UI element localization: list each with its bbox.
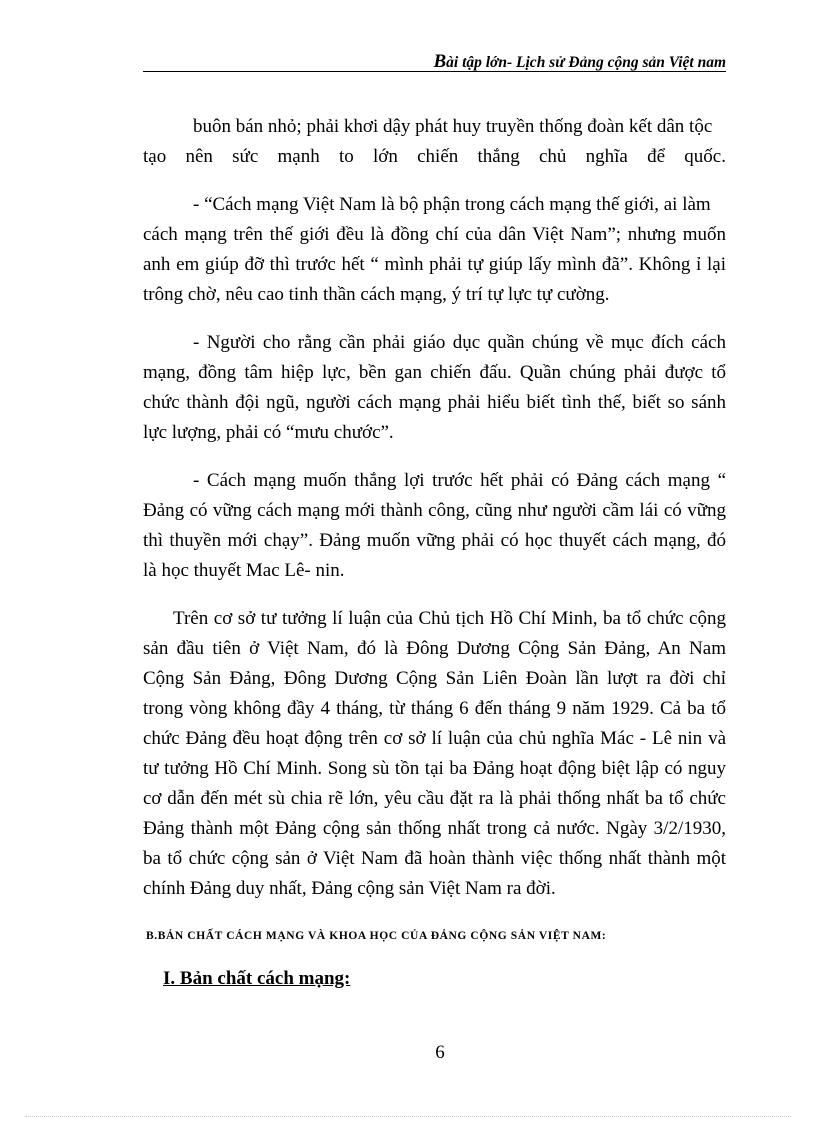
body-line: ba tổ chức cộng sản ở Việt Nam đã hoàn thành việc thống nhất thành một bbox=[143, 848, 726, 869]
body-line: sản đầu tiên ở Việt Nam, đó là Đông Dương Cộng Sản Đảng, An Nam bbox=[143, 638, 726, 659]
body-line: Đảng thành một Đảng cộng sản thống nhất trong cả nước. Ngày 3/2/1930, bbox=[143, 818, 726, 839]
body-line: anh em giúp đỡ thì trước hết “ mình phải tự giúp lấy mình đã”. Không ỉ lại bbox=[143, 254, 726, 275]
header-title-initial: B bbox=[433, 51, 447, 72]
body-line: thì thuyền mới chạy”. Đảng muốn vững phải có học thuyết cách mạng, đó bbox=[143, 530, 726, 551]
body-line: buôn bán nhỏ; phải khơi dậy phát huy truyền thống đoàn kết dân tộc bbox=[193, 116, 713, 137]
body-line: trông chờ, nêu cao tinh thần cách mạng, ý trí tự lực tự cường. bbox=[143, 284, 610, 305]
body-line: chức thành đội ngũ, người cách mạng phải hiểu biết tình thế, biết so sánh bbox=[143, 392, 726, 413]
page-number: 6 bbox=[435, 1042, 445, 1063]
body-line: Đảng có vững cách mạng mới thành công, cũng như người cầm lái có vững bbox=[143, 500, 726, 521]
body-line: cơ dẫn đến mét sù chia rẽ lớn, yêu cầu đặt ra là phải thống nhất ba tổ chức bbox=[143, 788, 726, 809]
body-line: chức Đảng đều hoạt động trên cơ sở lí luận của chủ nghĩa Mác - Lê nin và bbox=[143, 728, 726, 749]
bottom-divider bbox=[25, 1116, 791, 1117]
body-line: - “Cách mạng Việt Nam là bộ phận trong cách mạng thế giới, ai làm bbox=[193, 194, 711, 215]
subsection-heading: I. Bản chất cách mạng: bbox=[163, 968, 351, 989]
body-line: lực lượng, phải có “mưu chước”. bbox=[143, 422, 394, 443]
header-title-rest: ài tập lớn- Lịch sử Đảng cộng sản Việt nam bbox=[446, 54, 726, 71]
section-b-heading: B.BẢN CHẤT CÁCH MẠNG VÀ KHOA HỌC CỦA ĐẢNG CỘNG SẢN VIỆT NAM: bbox=[146, 930, 607, 942]
body-line: tư tưởng Hồ Chí Minh. Song sù tồn tại ba Đảng hoạt động biệt lập có nguy bbox=[143, 758, 726, 779]
body-line: trong vòng không đầy 4 tháng, từ tháng 6 đến tháng 9 năm 1929. Cả ba tổ bbox=[143, 698, 726, 719]
header-title bbox=[433, 51, 726, 73]
body-line: tạo nên sức mạnh to lớn chiến thắng chủ nghĩa để quốc. bbox=[143, 146, 726, 167]
body-line: là học thuyết Mac Lê- nin. bbox=[143, 560, 345, 581]
body-line: chính Đảng duy nhất, Đảng cộng sản Việt Nam ra đời. bbox=[143, 878, 556, 899]
body-line: Trên cơ sở tư tưởng lí luận của Chủ tịch Hồ Chí Minh, ba tổ chức cộng bbox=[173, 608, 726, 629]
body-line: mạng, đồng tâm hiệp lực, bền gan chiến đấu. Quần chúng phải được tổ bbox=[143, 362, 726, 383]
page-header bbox=[143, 47, 726, 72]
body-line: - Người cho rằng cần phải giáo dục quần chúng về mục đích cách bbox=[193, 332, 726, 353]
body-line: Cộng Sản Đảng, Đông Dương Cộng Sản Liên Đoàn lần lượt ra đời chỉ bbox=[143, 668, 726, 689]
body-line: cách mạng trên thế giới đều là đồng chí của dân Việt Nam”; nhưng muốn bbox=[143, 224, 726, 245]
body-line: - Cách mạng muốn thắng lợi trước hết phải có Đảng cách mạng “ bbox=[193, 470, 726, 491]
